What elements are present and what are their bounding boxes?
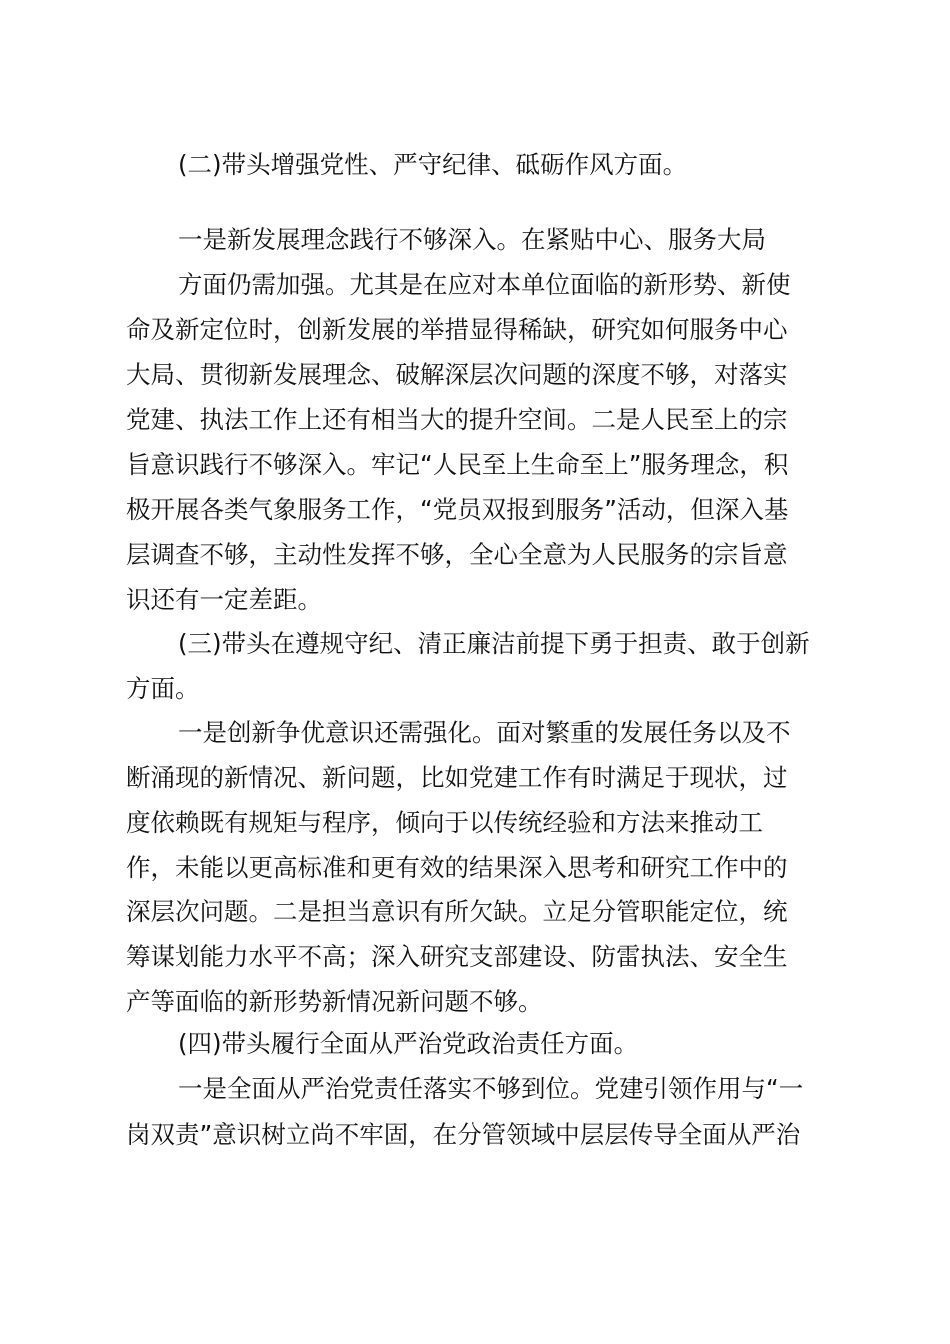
paragraph-line: 深层次问题。二是担当意识有所欠缺。立足分管职能定位，统: [126, 897, 788, 926]
section-heading-3-continued: 方面。: [126, 674, 200, 703]
paragraph-line: 岗双责”意识树立尚不牢固，在分管领域中层层传导全面从严治: [126, 1120, 801, 1149]
paragraph-line: 筹谋划能力水平不高；深入研究支部建设、防雷执法、安全生: [126, 942, 788, 971]
paragraph-line: 方面仍需加强。尤其是在应对本单位面临的新形势、新使: [178, 270, 791, 299]
section-heading-4: (四)带头履行全面从严治党政治责任方面。: [178, 1029, 639, 1058]
paragraph-line: 产等面临的新形势新情况新问题不够。: [126, 987, 543, 1016]
paragraph-line: 一是创新争优意识还需强化。面对繁重的发展任务以及不: [178, 718, 791, 747]
paragraph-line: 一是新发展理念践行不够深入。在紧贴中心、服务大局: [178, 225, 766, 254]
paragraph-line: 层调查不够，主动性发挥不够，全心全意为人民服务的宗旨意: [126, 540, 788, 569]
paragraph-line: 度依赖既有规矩与程序，倾向于以传统经验和方法来推动工: [126, 808, 763, 837]
paragraph-line: 一是全面从严治党责任落实不够到位。党建引领作用与“一: [178, 1074, 804, 1103]
section-heading-2: (二)带头增强党性、严守纪律、砥砺作风方面。: [178, 150, 688, 179]
paragraph-line: 旨意识践行不够深入。牢记“人民至上生命至上”服务理念，积: [126, 450, 789, 479]
paragraph-line: 大局、贯彻新发展理念、破解深层次问题的深度不够，对落实: [126, 360, 788, 389]
paragraph-line: 命及新定位时，创新发展的举措显得稀缺，研究如何服务中心: [126, 315, 788, 344]
paragraph-line: 识还有一定差距。: [126, 585, 322, 614]
section-heading-3: (三)带头在遵规守纪、清正廉洁前提下勇于担责、敢于创新: [178, 629, 810, 658]
paragraph-line: 作，未能以更高标准和更有效的结果深入思考和研究工作中的: [126, 853, 788, 882]
paragraph-line: 极开展各类气象服务工作，“党员双报到服务”活动，但深入基: [126, 495, 789, 524]
paragraph-line: 断涌现的新情况、新问题，比如党建工作有时满足于现状，过: [126, 763, 788, 792]
paragraph-line: 党建、执法工作上还有相当大的提升空间。二是人民至上的宗: [126, 405, 788, 434]
